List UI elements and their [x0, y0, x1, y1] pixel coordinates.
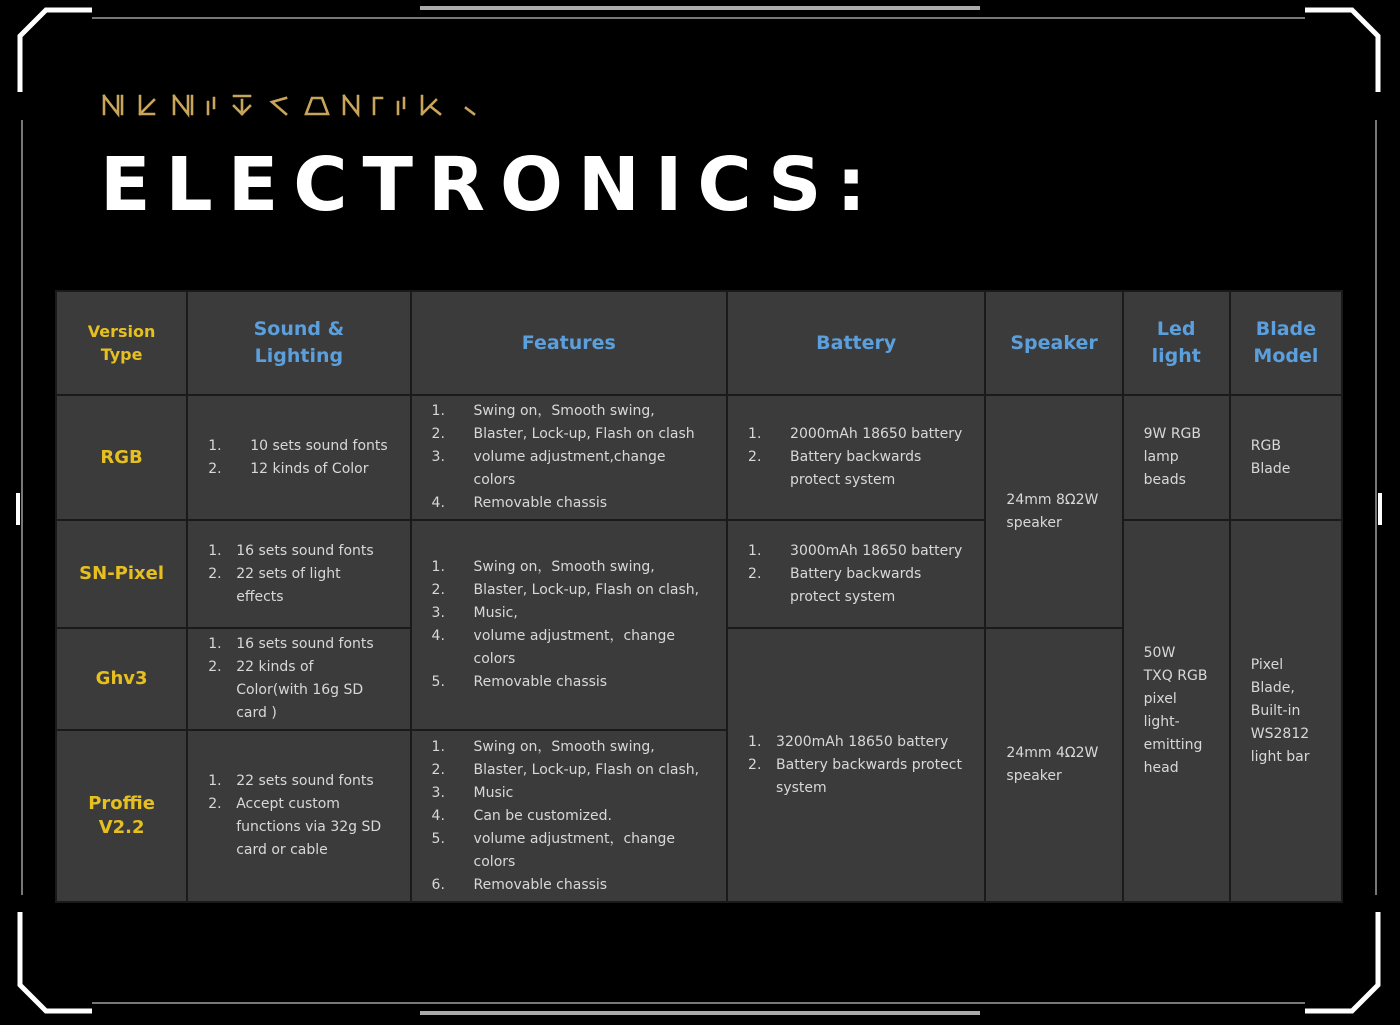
header-sound-lighting: Sound & Lighting: [187, 291, 410, 395]
list-item-text: Removable chassis: [473, 876, 608, 893]
list-item-number: 4.: [431, 807, 445, 824]
list-item-text: Blaster, Lock-up, Flash on clash,: [473, 582, 700, 598]
list-item-number: 2.: [748, 449, 762, 465]
list-item-text: Swing on，Smooth swing,: [473, 559, 655, 575]
led-rgb: 9W RGB lamp beads: [1123, 395, 1230, 520]
list-item: [432, 782, 706, 805]
list-item-number: 3.: [431, 784, 445, 801]
battery-rgb-list: [748, 423, 964, 492]
list-item-text: 22 kinds of Color(with 16g SD card ): [236, 659, 364, 721]
frame-corner-top-left: [20, 10, 92, 92]
list-item: [748, 540, 964, 563]
list-item-number: 2.: [208, 796, 222, 812]
list-item: [748, 731, 964, 754]
list-item-number: 1.: [748, 733, 762, 750]
list-item: [432, 602, 706, 625]
list-item: [432, 736, 706, 759]
list-item: [748, 423, 964, 446]
list-item: [748, 563, 964, 609]
list-item-number: 2.: [208, 460, 222, 477]
sound-ghv3: [187, 628, 410, 730]
list-item-number: 1.: [208, 542, 222, 559]
list-item-text: 16 sets sound fonts: [236, 636, 374, 652]
page-title: ELECTRONICS:: [100, 142, 881, 228]
list-item: [748, 446, 964, 492]
features-pixel-list: [432, 556, 706, 694]
list-item: [208, 458, 389, 481]
list-item: [432, 828, 706, 874]
list-item-text: Accept custom functions via 32g SD card or cable: [236, 796, 382, 858]
version-snpixel: SN-Pixel: [56, 520, 187, 628]
list-item: [208, 540, 389, 563]
list-item-number: 1.: [748, 426, 762, 442]
list-item-text: Can be customized.: [473, 807, 612, 824]
sound-proffie: [187, 730, 410, 902]
list-item-number: 2.: [431, 426, 445, 442]
list-item-text: Swing on，Smooth swing,: [473, 403, 655, 419]
sound-rgb-list: [208, 435, 389, 481]
battery-snpixel: [727, 520, 985, 628]
header-led-light: Led light: [1123, 291, 1230, 395]
battery-lower-list: [748, 731, 964, 800]
list-item: [208, 563, 389, 609]
list-item-text: Swing on，Smooth swing,: [473, 738, 655, 755]
list-item: [432, 874, 706, 897]
list-item-text: Battery backwards protect system: [790, 565, 922, 605]
version-ghv3: Ghv3: [56, 628, 187, 730]
features-proffie-list: [432, 736, 706, 897]
speaker-lower: 24mm 4Ω2W speaker: [985, 628, 1122, 902]
list-item-text: 16 sets sound fonts: [236, 542, 374, 559]
list-item: [432, 556, 706, 579]
list-item-number: 3.: [431, 449, 445, 465]
list-item-number: 1.: [208, 773, 222, 789]
list-item: [208, 793, 389, 862]
table-row-snpixel: [56, 520, 1342, 628]
header-features: Features: [411, 291, 727, 395]
list-item-number: 1.: [208, 636, 222, 652]
header-speaker: Speaker: [985, 291, 1122, 395]
list-item: [432, 579, 706, 602]
list-item-number: 2.: [748, 756, 762, 773]
sound-rgb: [187, 395, 410, 520]
table-row-rgb: [56, 395, 1342, 520]
list-item-number: 1.: [748, 542, 762, 559]
list-item: [432, 446, 706, 492]
battery-snpixel-list: [748, 540, 964, 609]
speaker-upper: 24mm 8Ω2W speaker: [985, 395, 1122, 628]
list-item-text: 22 sets of light effects: [236, 565, 341, 605]
list-item-text: Battery backwards protect system: [790, 449, 922, 488]
list-item: [432, 400, 706, 423]
list-item: [432, 492, 706, 515]
spec-table: [55, 290, 1343, 903]
list-item-number: 3.: [431, 605, 445, 621]
list-item-number: 5.: [431, 830, 445, 847]
list-item: [432, 671, 706, 694]
features-pixel: [411, 520, 727, 730]
sound-snpixel: [187, 520, 410, 628]
list-item-text: 12 kinds of Color: [250, 460, 369, 477]
list-item-number: 1.: [431, 403, 445, 419]
battery-lower: [727, 628, 985, 902]
list-item-text: 10 sets sound fonts: [250, 437, 388, 454]
list-item: [432, 625, 706, 671]
list-item-number: 2.: [748, 565, 762, 582]
list-item-number: 2.: [431, 761, 445, 778]
list-item-text: Music,: [473, 605, 518, 621]
list-item-text: 22 sets sound fonts: [236, 773, 374, 789]
list-item-number: 2.: [208, 659, 222, 675]
list-item-text: 2000mAh 18650 battery: [790, 426, 963, 442]
list-item-number: 5.: [431, 674, 445, 690]
list-item: [208, 770, 389, 793]
list-item-number: 1.: [431, 738, 445, 755]
list-item: [432, 423, 706, 446]
led-pixel: 50W TXQ RGB pixel light-emitting head: [1123, 520, 1230, 902]
list-item: [208, 633, 389, 656]
list-item-number: 4.: [431, 495, 445, 511]
sound-snpixel-list: [208, 540, 389, 609]
blade-pixel: Pixel Blade, Built-in WS2812 light bar: [1230, 520, 1342, 902]
list-item-number: 2.: [208, 565, 222, 582]
list-item: [748, 754, 964, 800]
list-item-text: volume adjustment，change colors: [473, 830, 676, 870]
list-item: [432, 759, 706, 782]
list-item-text: Removable chassis: [473, 674, 608, 690]
list-item-text: Music: [473, 784, 514, 801]
frame-corner-top-right: [1305, 10, 1378, 92]
list-item-number: 1.: [208, 437, 222, 454]
list-item: [208, 435, 389, 458]
list-item-text: 3200mAh 18650 battery: [776, 733, 949, 750]
list-item-text: volume adjustment，change colors: [473, 628, 676, 667]
version-proffie: Proffie V2.2: [56, 730, 187, 902]
sound-proffie-list: [208, 770, 389, 862]
list-item-text: Blaster, Lock-up, Flash on clash: [473, 426, 695, 442]
list-item-text: 3000mAh 18650 battery: [790, 542, 963, 559]
blade-rgb: RGB Blade: [1230, 395, 1342, 520]
list-item-number: 1.: [431, 559, 445, 575]
frame-corner-bottom-left: [20, 912, 92, 1011]
list-item-text: volume adjustment,change colors: [473, 449, 666, 488]
header-battery: Battery: [727, 291, 985, 395]
sound-ghv3-list: [208, 633, 389, 725]
list-item-number: 4.: [431, 628, 445, 644]
list-item-number: 6.: [431, 876, 445, 893]
features-rgb-list: [432, 400, 706, 515]
list-item-text: Removable chassis: [473, 495, 608, 511]
table-header-row: [56, 291, 1342, 395]
list-item: [208, 656, 389, 725]
battery-rgb: [727, 395, 985, 520]
list-item-number: 2.: [431, 582, 445, 598]
list-item-text: Blaster, Lock-up, Flash on clash,: [473, 761, 700, 778]
list-item: [432, 805, 706, 828]
version-rgb: RGB: [56, 395, 187, 520]
header-version-type: Version Type: [56, 291, 187, 395]
features-proffie: [411, 730, 727, 902]
glyph-row-icon: [100, 88, 490, 124]
header-blade-model: Blade Model: [1230, 291, 1342, 395]
features-rgb: [411, 395, 727, 520]
frame-corner-bottom-right: [1305, 912, 1378, 1011]
list-item-text: Battery backwards protect system: [776, 756, 962, 796]
